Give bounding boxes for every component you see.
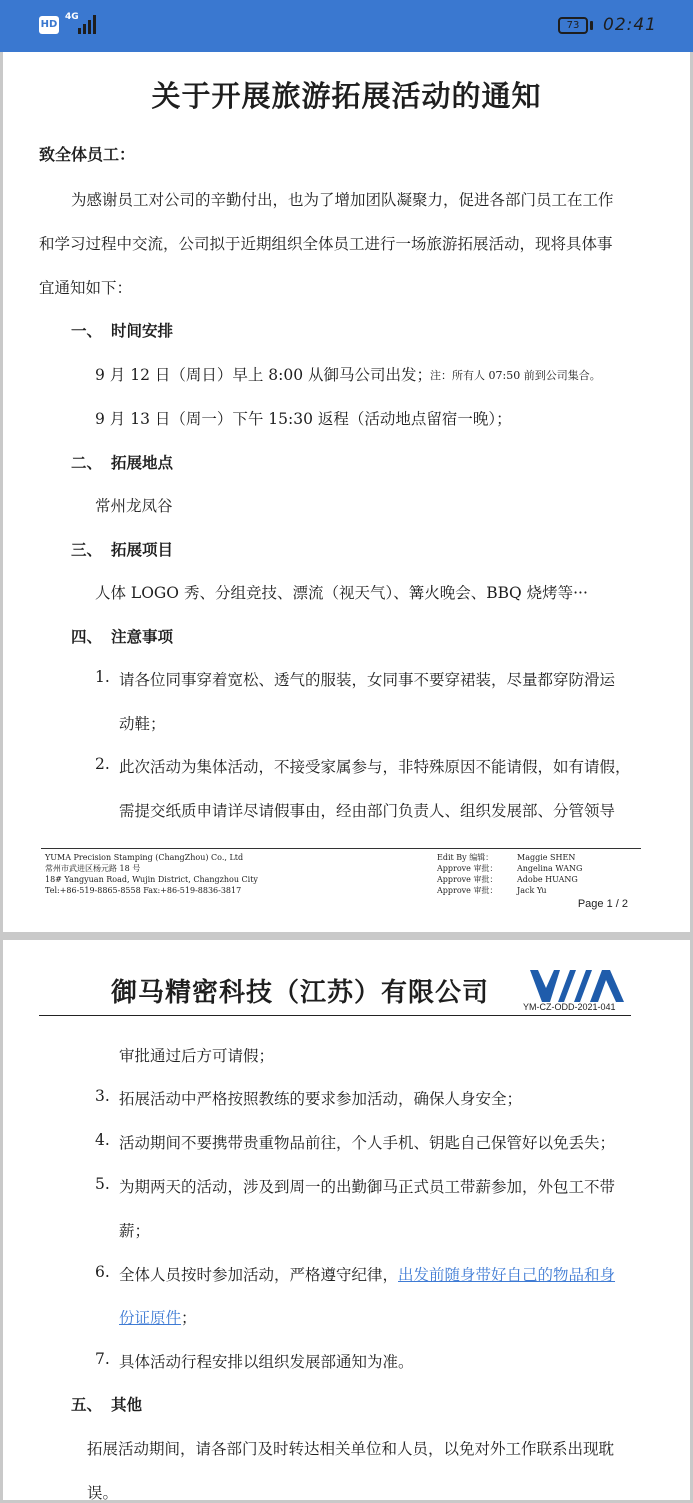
footer-approve-3-label: Approve 审批： <box>437 886 498 895</box>
footer-approve-2-name: Adobe HUANG <box>517 875 578 884</box>
signal-icon <box>78 14 100 34</box>
item-2-number: 2. <box>95 755 110 773</box>
schedule-return: 9 月 13 日（周一）下午 15:30 返程（活动地点留宿一晚）； <box>95 410 512 428</box>
section-2-number: 二、 <box>71 453 103 472</box>
document-page-1[interactable] <box>3 52 690 932</box>
item-2-line-1: 此次活动为集体活动，不接受家属参与，非特殊原因不能请假，如有请假， <box>119 758 631 776</box>
footer-edit-label: Edit By 编辑： <box>437 853 494 862</box>
footer-approve-1-label: Approve 审批： <box>437 864 498 873</box>
item-7-number: 7. <box>95 1350 110 1368</box>
footer-divider <box>41 848 641 849</box>
item-1-line-1: 请各位同事穿着宽松、透气的服装，女同事不要穿裙装，尽量都穿防滑运 <box>119 671 616 689</box>
item-1-line-2: 动鞋； <box>119 715 166 733</box>
section-3-title: 拓展项目 <box>111 540 174 559</box>
footer-address-en: 18# Yangyuan Road, Wujin District, Changzhou City <box>45 875 258 884</box>
footer-address-cn: 常州市武进区杨元路 18 号 <box>45 864 141 873</box>
document-title: 关于开展旅游拓展活动的通知 <box>151 79 542 113</box>
section-4-number: 四、 <box>71 627 103 646</box>
activities-text: 人体 LOGO 秀、分组竞技、漂流（视天气）、篝火晚会、BBQ 烧烤等··· <box>95 584 588 602</box>
section-1-title: 时间安排 <box>111 321 174 340</box>
intro-line-1: 为感谢员工对公司的辛勤付出，也为了增加团队凝聚力，促进各部门员工在工作 <box>71 191 614 209</box>
item-6-highlight-link-2[interactable]: 份证原件 <box>119 1309 182 1327</box>
item-6-line-2 <box>119 1306 197 1328</box>
item-5-line-1: 为期两天的活动，涉及到周一的出勤御马正式员工带薪参加，外包工不带 <box>119 1178 616 1196</box>
item-6-line-1 <box>119 1263 615 1285</box>
footer-approve-3-name: Jack Yu <box>517 886 547 895</box>
clock: 02:41 <box>603 15 657 35</box>
item-5-line-2: 薪； <box>119 1222 151 1240</box>
document-code: YM-CZ-ODD-2021-041 <box>523 1002 616 1012</box>
item-5-number: 5. <box>95 1175 110 1193</box>
location-text: 常州龙凤谷 <box>95 497 173 515</box>
section-5-number: 五、 <box>71 1395 103 1414</box>
battery-icon: 73 <box>558 17 588 34</box>
item-1-number: 1. <box>95 668 110 686</box>
status-bar <box>0 0 693 52</box>
item-2-line-2: 需提交纸质申请详尽请假事由，经由部门负责人、组织发展部、分管领导 <box>119 802 616 820</box>
section-3-number: 三、 <box>71 540 103 559</box>
item-6-suffix: ； <box>181 1309 197 1327</box>
other-line-2: 误。 <box>87 1484 119 1502</box>
footer-edit-name: Maggie SHEN <box>517 853 576 862</box>
document-page-2[interactable] <box>3 940 690 1500</box>
battery-tip <box>590 21 593 30</box>
network-type-label: 4G <box>65 12 79 22</box>
intro-line-2: 和学习过程中交流，公司拟于近期组织全体员工进行一场旅游拓展活动，现将具体事 <box>39 235 613 253</box>
item-7-text: 具体活动行程安排以组织发展部通知为准。 <box>119 1353 414 1371</box>
item-4-text: 活动期间不要携带贵重物品前往，个人手机、钥匙自己保管好以免丢失； <box>119 1134 616 1152</box>
section-4-title: 注意事项 <box>111 627 174 646</box>
schedule-note: 注：所有人 07:50 前到公司集合。 <box>430 369 601 382</box>
footer-approve-1-name: Angelina WANG <box>517 864 583 873</box>
item-3-number: 3. <box>95 1087 110 1105</box>
footer-approve-2-label: Approve 审批： <box>437 875 498 884</box>
item-2-continued: 审批通过后方可请假； <box>119 1047 275 1065</box>
page-number: Page 1 / 2 <box>577 898 628 910</box>
section-5-title: 其他 <box>111 1395 143 1414</box>
schedule-departure: 9 月 12 日（周日）早上 8:00 从御马公司出发； <box>95 366 433 384</box>
yuma-logo <box>528 968 626 1004</box>
item-4-number: 4. <box>95 1131 110 1149</box>
item-6-number: 6. <box>95 1263 110 1281</box>
section-1-number: 一、 <box>71 321 103 340</box>
item-6-highlight-link-1[interactable]: 出发前随身带好自己的物品和身 <box>398 1266 616 1284</box>
intro-line-3: 宜通知如下： <box>39 279 133 297</box>
footer-phone: Tel:+86-519-8865-8558 Fax:+86-519-8836-3817 <box>45 886 242 895</box>
footer-company-en: YUMA Precision Stamping (ChangZhou) Co., Ltd <box>45 853 244 862</box>
section-2-title: 拓展地点 <box>111 453 174 472</box>
company-name-header: 御马精密科技（江苏）有限公司 <box>111 978 490 1008</box>
item-6-prefix: 全体人员按时参加活动，严格遵守纪律， <box>119 1266 399 1284</box>
hd-icon: HD <box>39 16 59 34</box>
header-divider <box>39 1015 631 1016</box>
other-line-1: 拓展活动期间，请各部门及时转达相关单位和人员，以免对外工作联系出现耽 <box>87 1440 615 1458</box>
item-3-text: 拓展活动中严格按照教练的要求参加活动，确保人身安全； <box>119 1090 523 1108</box>
salutation: 致全体员工： <box>39 145 136 164</box>
